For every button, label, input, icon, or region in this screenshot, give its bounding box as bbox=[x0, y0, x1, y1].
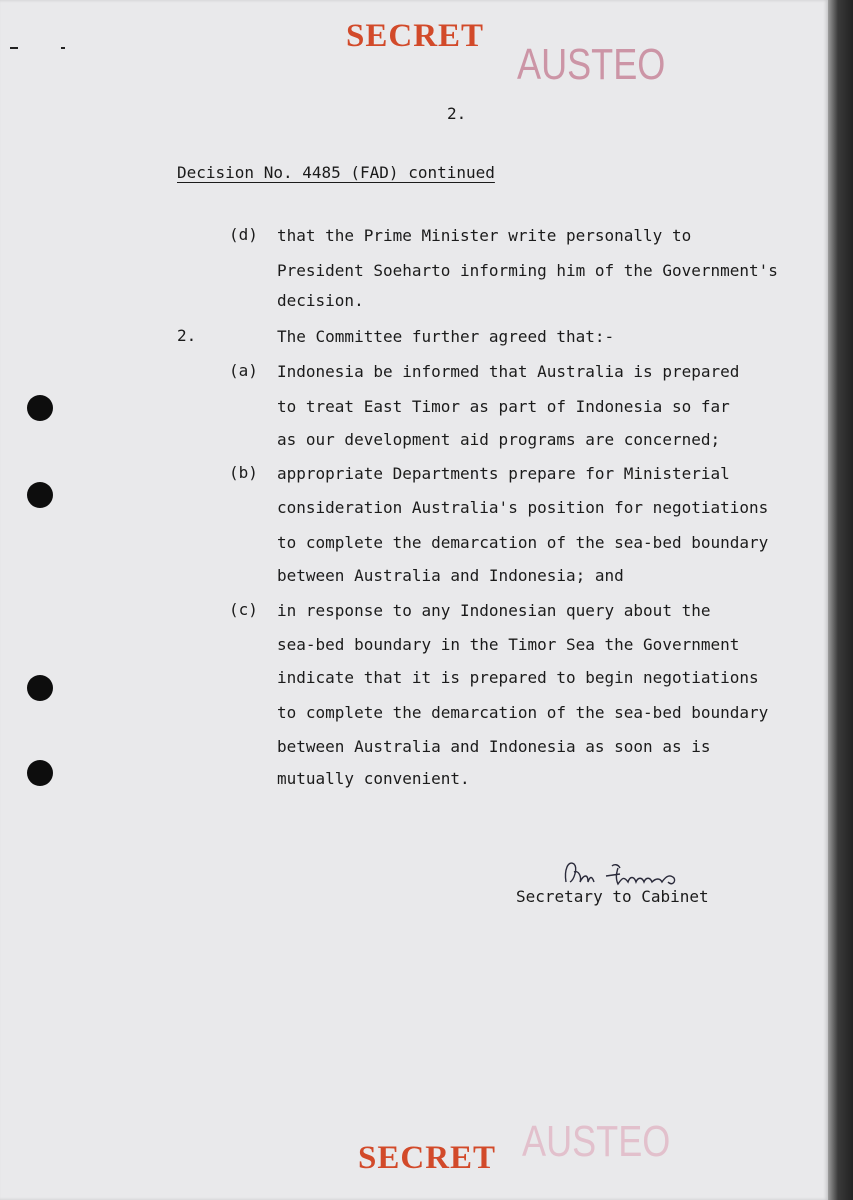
handwritten-signature bbox=[560, 852, 700, 892]
item-a-line: to treat East Timor as part of Indonesia so far bbox=[277, 397, 730, 416]
page-edge-shadow bbox=[828, 0, 853, 1200]
stray-mark bbox=[10, 47, 18, 49]
punch-hole bbox=[27, 675, 53, 701]
item-c-line: indicate that it is prepared to begin negotiations bbox=[277, 668, 759, 687]
section-intro: The Committee further agreed that:- bbox=[277, 327, 615, 346]
austeo-stamp-top: AUSTEO bbox=[517, 40, 666, 89]
punch-hole bbox=[27, 760, 53, 786]
item-c-line: mutually convenient. bbox=[277, 769, 470, 788]
page-number: 2. bbox=[447, 104, 467, 123]
item-c-line: in response to any Indonesian query about the bbox=[277, 601, 711, 620]
item-c-line: sea-bed boundary in the Timor Sea the Government bbox=[277, 635, 740, 654]
austeo-stamp-bottom: AUSTEO bbox=[522, 1117, 671, 1166]
item-a-line: as our development aid programs are concerned; bbox=[277, 430, 721, 449]
item-label-b: (b) bbox=[229, 463, 258, 482]
section-number: 2. bbox=[177, 326, 197, 345]
item-d-line: that the Prime Minister write personally to bbox=[277, 226, 692, 245]
item-b-line: between Australia and Indonesia; and bbox=[277, 566, 624, 585]
signature-title: Secretary to Cabinet bbox=[516, 887, 709, 906]
decision-heading: Decision No. 4485 (FAD) continued bbox=[177, 163, 495, 182]
item-a-line: Indonesia be informed that Australia is prepared bbox=[277, 362, 740, 381]
secret-stamp-top: SECRET bbox=[346, 18, 485, 54]
secret-stamp-bottom: SECRET bbox=[358, 1140, 497, 1176]
item-c-line: between Australia and Indonesia as soon as is bbox=[277, 737, 711, 756]
item-c-line: to complete the demarcation of the sea-bed boundary bbox=[277, 703, 769, 722]
item-b-line: to complete the demarcation of the sea-bed boundary bbox=[277, 533, 769, 552]
item-d-line: decision. bbox=[277, 291, 364, 310]
item-b-line: appropriate Departments prepare for Ministerial bbox=[277, 464, 730, 483]
punch-hole bbox=[27, 395, 53, 421]
item-d-line: President Soeharto informing him of the Government's bbox=[277, 261, 778, 280]
item-b-line: consideration Australia's position for negotiations bbox=[277, 498, 769, 517]
punch-hole bbox=[27, 482, 53, 508]
stray-mark bbox=[61, 47, 65, 49]
item-label-c: (c) bbox=[229, 600, 258, 619]
item-label-d: (d) bbox=[229, 225, 258, 244]
item-label-a: (a) bbox=[229, 361, 258, 380]
